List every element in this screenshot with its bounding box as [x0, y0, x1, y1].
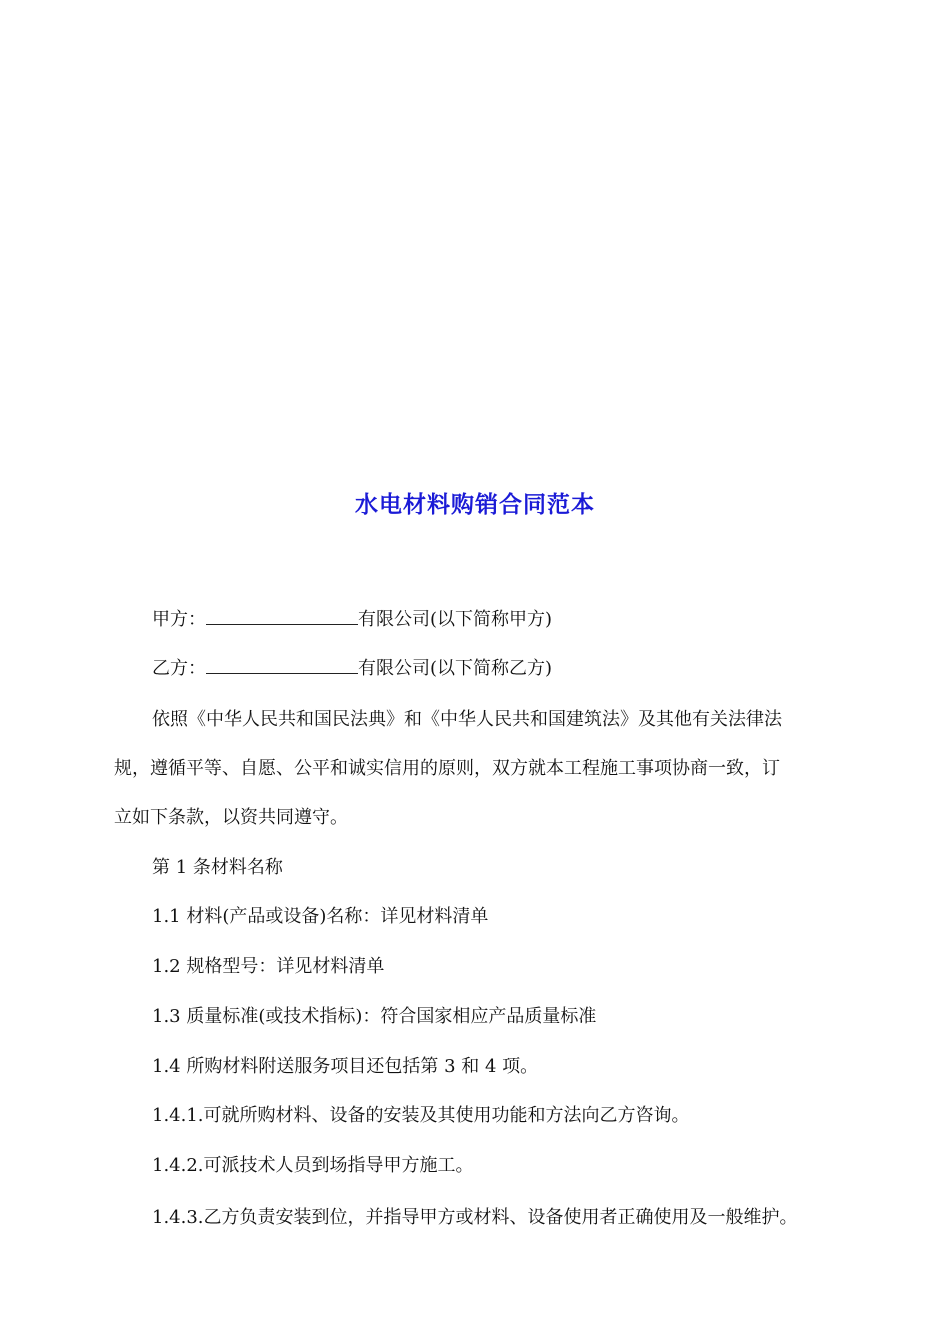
article-item: 1.4.2.可派技术人员到场指导甲方施工。 [152, 1155, 474, 1176]
party-b-suffix: 有限公司(以下简称乙方) [358, 658, 553, 679]
party-a-label: 甲方： [152, 609, 206, 630]
article-item: 1.1 材料(产品或设备)名称：详见材料清单 [152, 906, 489, 927]
article-item: 1.2 规格型号：详见材料清单 [152, 956, 385, 977]
document-title: 水电材料购销合同范本 [355, 491, 595, 518]
party-a-suffix: 有限公司(以下简称甲方) [358, 609, 553, 630]
article-item: 1.4 所购材料附送服务项目还包括第 3 和 4 项。 [152, 1056, 539, 1077]
intro-line-2: 规，遵循平等、自愿、公平和诚实信用的原则，双方就本工程施工事项协商一致，订 [114, 758, 780, 779]
party-a-blank [206, 608, 358, 625]
party-b-line [152, 657, 552, 681]
article-item: 1.4.3.乙方负责安装到位，并指导甲方或材料、设备使用者正确使用及一般维护。 [152, 1207, 798, 1228]
intro-line-3: 立如下条款，以资共同遵守。 [114, 807, 348, 828]
party-b-blank [206, 657, 358, 674]
party-a-line [152, 608, 552, 632]
article-1-heading: 第 1 条材料名称 [152, 857, 283, 878]
intro-line-1: 依照《中华人民共和国民法典》和《中华人民共和国建筑法》及其他有关法律法 [152, 709, 782, 730]
article-item: 1.3 质量标准(或技术指标)：符合国家相应产品质量标准 [152, 1006, 597, 1027]
party-b-label: 乙方： [152, 658, 206, 679]
article-item: 1.4.1.可就所购材料、设备的安装及其使用功能和方法向乙方咨询。 [152, 1105, 690, 1126]
